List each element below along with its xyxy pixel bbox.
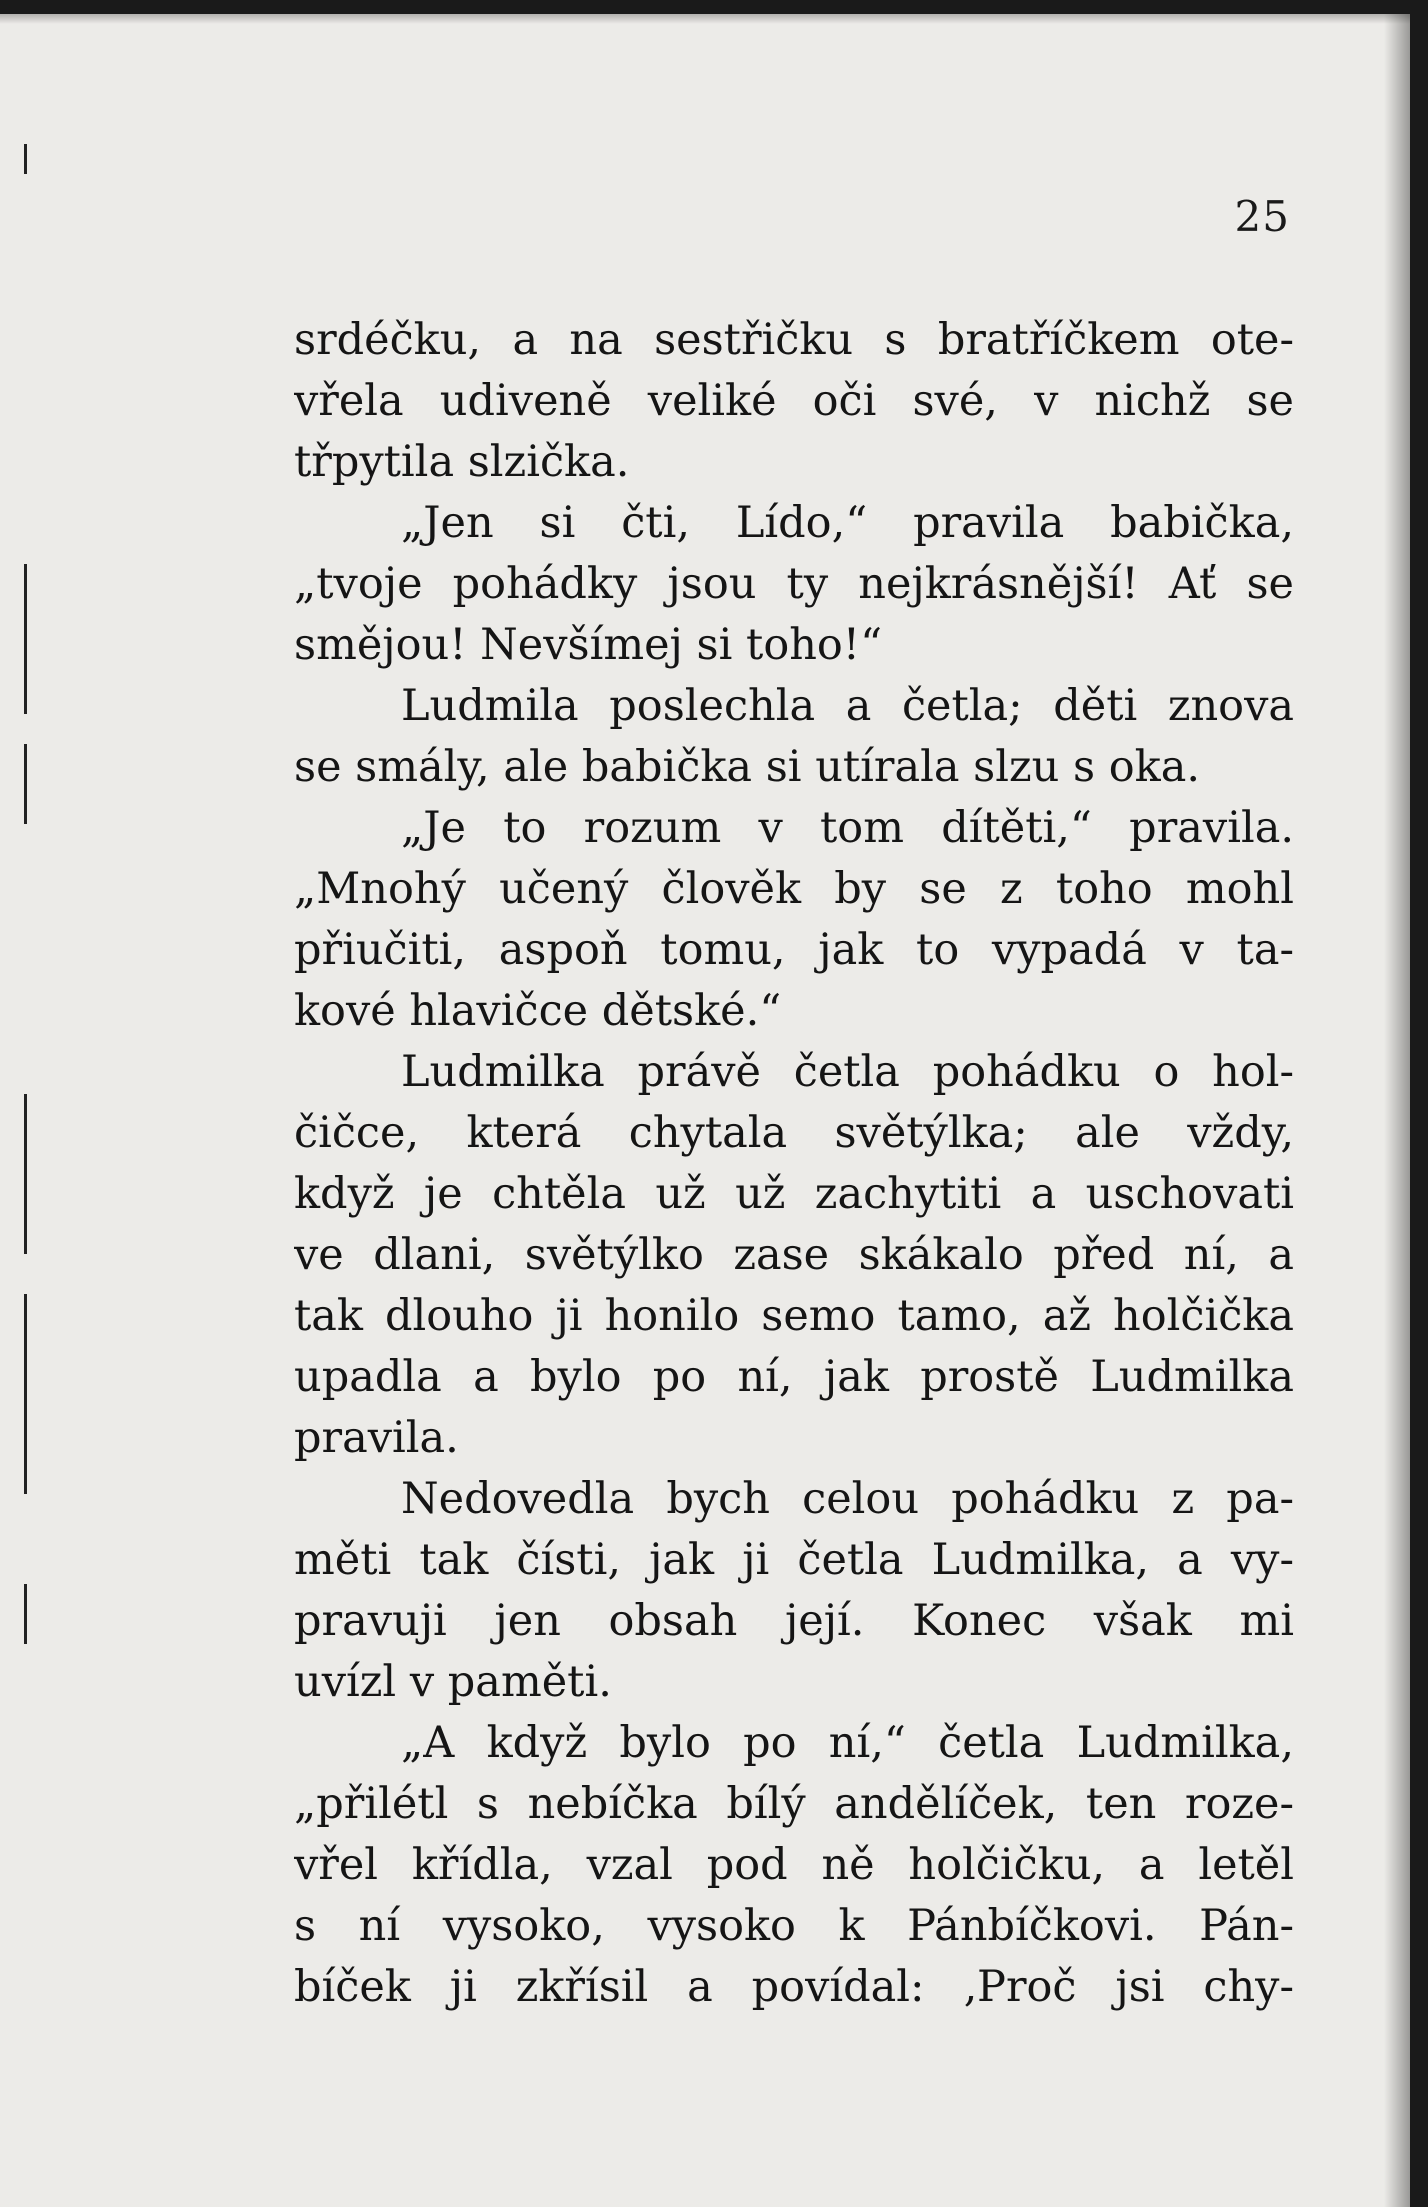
text-line: přiučiti, aspoň tomu, jak to vypadá v ta-	[294, 925, 1294, 975]
margin-mark	[24, 1094, 27, 1254]
page-number: 25	[1234, 192, 1290, 241]
text-line: pravila.	[294, 1413, 459, 1463]
margin-mark	[24, 564, 27, 714]
text-line: se smály, ale babička si utírala slzu s oka.	[294, 742, 1201, 792]
text-line: smějou! Nevšímej si toho!“	[294, 620, 883, 670]
left-margin-marks	[18, 144, 38, 1644]
text-line: Nedovedla bych celou pohádku z pa-	[401, 1474, 1294, 1524]
text-line: pravuji jen obsah její. Konec však mi	[294, 1596, 1294, 1646]
text-line: čičce, která chytala světýlka; ale vždy,	[294, 1108, 1294, 1158]
text-line: upadla a bylo po ní, jak prostě Ludmilka	[294, 1352, 1294, 1402]
text-line: bíček ji zkřísil a povídal: ‚Proč jsi chy-	[294, 1962, 1294, 2012]
text-line: „Mnohý učený člověk by se z toho mohl	[294, 864, 1294, 914]
text-line: když je chtěla už už zachytiti a uschovati	[294, 1169, 1294, 1219]
margin-mark	[24, 144, 27, 174]
book-page	[0, 14, 1410, 2207]
body-text	[294, 310, 1294, 2018]
text-line: uvízl v paměti.	[294, 1657, 612, 1707]
right-edge-shadow	[1384, 14, 1410, 2207]
text-line: Ludmila poslechla a četla; děti znova	[401, 681, 1294, 731]
text-line: „Je to rozum v tom dítěti,“ pravila.	[401, 803, 1294, 853]
text-line: měti tak čísti, jak ji četla Ludmilka, a vy-	[294, 1535, 1294, 1585]
text-line: s ní vysoko, vysoko k Pánbíčkovi. Pán-	[294, 1901, 1294, 1951]
text-line: srdéčku, a na sestřičku s bratříčkem ote-	[294, 315, 1294, 365]
text-line: „A když bylo po ní,“ četla Ludmilka,	[401, 1718, 1294, 1768]
text-line: tak dlouho ji honilo semo tamo, až holčička	[294, 1291, 1294, 1341]
margin-mark	[24, 744, 27, 824]
text-line: vřela udiveně veliké oči své, v nichž se	[294, 376, 1294, 426]
top-edge-shadow	[0, 14, 1410, 24]
margin-mark	[24, 1584, 27, 1644]
margin-mark	[24, 1294, 27, 1494]
text-line: kové hlavičce dětské.“	[294, 986, 782, 1036]
text-line: Ludmilka právě četla pohádku o hol-	[401, 1047, 1294, 1097]
text-line: „Jen si čti, Lído,“ pravila babička,	[401, 498, 1294, 548]
text-line: třpytila slzička.	[294, 437, 630, 487]
text-line: ve dlani, světýlko zase skákalo před ní, a	[294, 1230, 1294, 1280]
text-line: vřel křídla, vzal pod ně holčičku, a letěl	[294, 1840, 1294, 1890]
text-line: „přilétl s nebíčka bílý andělíček, ten roze-	[294, 1779, 1294, 1829]
text-line: „tvoje pohádky jsou ty nejkrásnější! Ať se	[294, 559, 1294, 609]
